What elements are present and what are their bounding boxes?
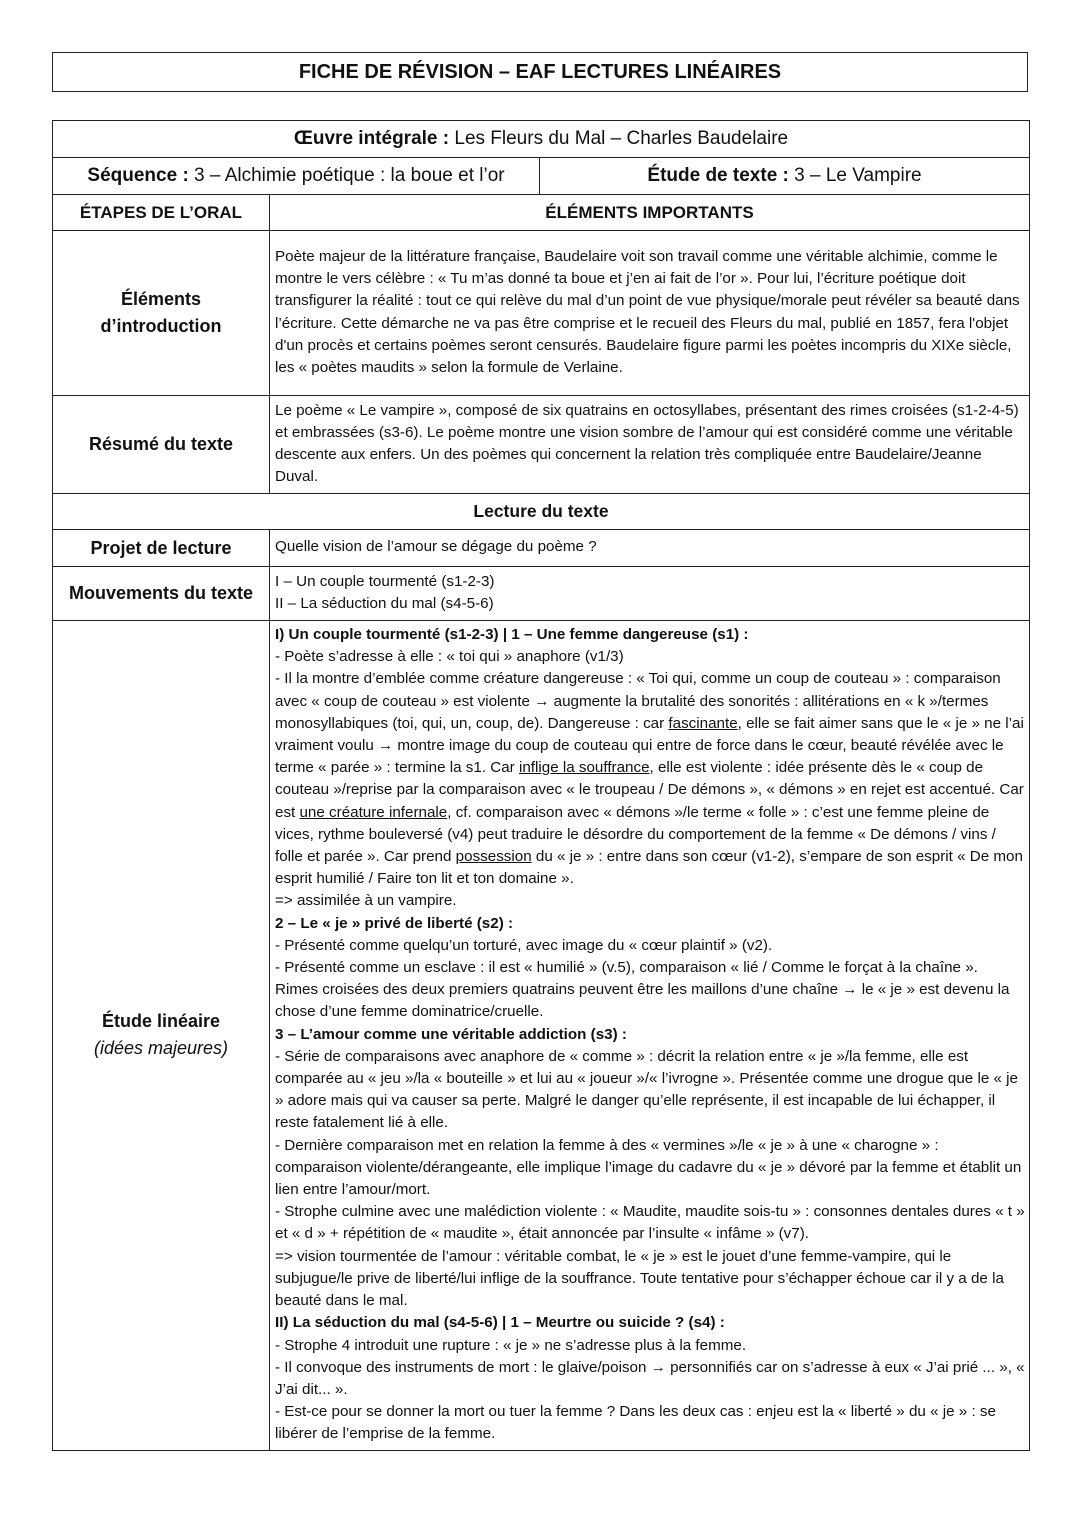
resume-label: Résumé du texte bbox=[53, 396, 270, 494]
etude-p2-part-b: , elle se fait aimer sans que le « je » ne l’ai vraiment voulu → montre image du coup de couteau qui entre de force dans le cœur, beauté révélée avec le terme « parée » : termine la s1. Car bbox=[275, 714, 1024, 777]
etude-paragraph-5: - Présenté comme un esclave : il est « humilié » (v.5), comparaison « lié / Comme le forçat à la chaîne ». Rimes croisées des deux premiers quatrains peuvent être les maillons d’une chaîne → le « je » est devenu la chose d’une femme dominatrice/cruelle. bbox=[275, 959, 1010, 1021]
lecture-heading: Lecture du texte bbox=[53, 494, 1030, 530]
etude-texte-label: Étude de texte : bbox=[647, 165, 789, 186]
etude-paragraph-3: => assimilée à un vampire. bbox=[275, 892, 457, 910]
introduction-label-line1: Éléments bbox=[120, 289, 202, 309]
etude-label-line2 bbox=[53, 1035, 269, 1062]
sequence-label: Séquence : bbox=[87, 165, 189, 186]
etude-heading-4 bbox=[275, 1312, 1025, 1334]
etude-heading-2 bbox=[275, 913, 1025, 935]
etude-p2-part-e: du « je » : entre dans son cœur (v1-2), s’empare de son esprit « De mon esprit humilié / Faire ton lit et ton domaine ». bbox=[275, 848, 1023, 888]
projet-text: Quelle vision de l’amour se dégage du poème ? bbox=[270, 530, 1030, 567]
etude-paragraph-12: - Est-ce pour se donner la mort ou tuer la femme ? Dans les deux cas : enjeu est la « liberté » du « je » : se libérer de l’emprise de la femme. bbox=[275, 1403, 996, 1443]
etude-heading-1 bbox=[275, 624, 1025, 646]
etude-p2-underline-4: possession bbox=[455, 848, 532, 866]
resume-text: Le poème « Le vampire », composé de six quatrains en octosyllabes, présentant des rimes croisées (s1-2-4-5) et embrassées (s3-6). Le poème montre une vision sombre de l’amour qui est considéré comme une véritable descente aux enfers. Un des poèmes qui concernent la relation très compliquée entre Baudelaire/Jeanne Duval. bbox=[270, 396, 1030, 494]
etude-heading-1-text: I) Un couple tourmenté (s1-2-3) | 1 – Une femme dangereuse (s1) : bbox=[275, 626, 749, 643]
revision-sheet-table bbox=[52, 120, 1030, 1451]
sequence-value: 3 – Alchimie poétique : la boue et l’or bbox=[188, 165, 505, 186]
projet-label: Projet de lecture bbox=[53, 530, 270, 567]
etude-paragraph-6: - Série de comparaisons avec anaphore de « comme » : décrit la relation entre « je »/la femme, elle est comparée au « jeu »/la « bouteille » et lui au « joueur »/« l’ivrogne ». Présentée comme une drogue que le « je » adore mais qui va causer sa perte. Malgré le danger qu’elle représente, il est incapable de lui échapper, il reste fatalement lié à elle. bbox=[275, 1047, 1018, 1132]
etude-paragraph-1: - Poète s’adresse à elle : « toi qui » anaphore (v1/3) bbox=[275, 648, 624, 666]
etude-label-italic: (idées majeures) bbox=[93, 1038, 229, 1059]
oeuvre-cell bbox=[53, 121, 1030, 158]
column-header-row bbox=[53, 195, 1030, 231]
column-header-elements: ÉLÉMENTS IMPORTANTS bbox=[270, 195, 1030, 231]
introduction-row bbox=[53, 231, 1030, 396]
resume-row bbox=[53, 396, 1030, 494]
oeuvre-row bbox=[53, 121, 1030, 158]
oeuvre-value: Les Fleurs du Mal – Charles Baudelaire bbox=[449, 128, 789, 149]
mouvements-row bbox=[53, 567, 1030, 621]
etude-texte-value: 3 – Le Vampire bbox=[788, 165, 922, 186]
etude-paragraph-11: - Il convoque des instruments de mort : le glaive/poison → personnifiés car on s’adresse à eux « J’ai prié ... », « J’ai dit... ». bbox=[275, 1358, 1025, 1398]
etude-paragraph-8: - Strophe culmine avec une malédiction violente : « Maudite, maudite sois-tu » : consonnes dentales dures « t » et « d » + répétition de « maudite », était annoncée par l’insulte « infâme » (v7). bbox=[275, 1203, 1025, 1243]
etude-label bbox=[53, 621, 270, 1451]
etude-text bbox=[270, 621, 1030, 1451]
etude-heading-3-text: 3 – L’amour comme une véritable addiction (s3) : bbox=[275, 1025, 627, 1043]
introduction-text: Poète majeur de la littérature française, Baudelaire voit son travail comme une véritable alchimie, comme le montre le vers célèbre : « Tu m’as donné ta boue et j’en ai fait de l’or ». Pour lui, l’écriture poétique doit transfigurer la réalité : tout ce qui relève du mal d’un point de vue physique/morale peut révéler sa beauté dans l’écriture. Cette démarche ne va pas être comprise et le recueil des Fleurs du mal, publié en 1857, fera l'objet d'un procès et certains poèmes seront censurés. Baudelaire figure parmi les poètes incompris du XIXe siècle, les « poètes maudits » selon la formule de Verlaine. bbox=[270, 231, 1030, 396]
introduction-label-line2: d’introduction bbox=[100, 316, 222, 336]
sequence-row bbox=[53, 158, 1030, 195]
etude-p2-underline-2: inflige la souffrance bbox=[518, 759, 650, 777]
etude-heading-4-text: II) La séduction du mal (s4-5-6) | 1 – Meurtre ou suicide ? (s4) : bbox=[275, 1314, 725, 1332]
mouvement-1: I – Un couple tourmenté (s1-2-3) bbox=[275, 572, 495, 590]
sequence-cell bbox=[53, 158, 540, 195]
etude-p2-part-d: , cf. comparaison avec « démons »/le terme « folle » : c’est une femme pleine de vices, rythme bouleversé (v4) peut traduire le désordre du comportement de la femme « De démons / vins / folle et parée ». Car prend bbox=[275, 803, 996, 866]
etude-heading-2-text: 2 – Le « je » privé de liberté (s2) : bbox=[275, 914, 514, 932]
etude-paragraph-10: - Strophe 4 introduit une rupture : « je » ne s’adresse plus à la femme. bbox=[275, 1336, 747, 1354]
etude-row bbox=[53, 621, 1030, 1451]
introduction-label bbox=[53, 231, 270, 396]
column-header-etapes: ÉTAPES DE L’ORAL bbox=[53, 195, 270, 231]
etude-p2-part-a: - Il la montre d’emblée comme créature dangereuse : « Toi qui, comme un coup de couteau » : comparaison avec « coup de couteau » est violente → augmente la brutalité des sonorités : allitérations en « k »/termes monosyllabiques (toi, qui, un, coup, de). Dangereuse : car bbox=[275, 670, 1001, 732]
etude-paragraph-9: => vision tourmentée de l’amour : véritable combat, le « je » est le jouet d’une femme-vampire, qui le subjugue/le prive de liberté/lui inflige de la souffrance. Toute tentative pour s’échapper échoue car il y a de la beauté dans le mal. bbox=[275, 1247, 1004, 1310]
etude-texte-cell bbox=[540, 158, 1030, 195]
etude-p2-underline-3: une créature infernale bbox=[299, 803, 448, 821]
projet-row bbox=[53, 530, 1030, 567]
etude-paragraph-7: - Dernière comparaison met en relation la femme à des « vermines »/le « je » à une « charogne » : comparaison violente/dérangeante, elle implique l’image du cadavre du « je » dévoré par la femme et établit un lien entre l’amour/mort. bbox=[275, 1136, 1022, 1199]
lecture-heading-row bbox=[53, 494, 1030, 530]
etude-paragraph-2 bbox=[275, 668, 1025, 890]
mouvements-label: Mouvements du texte bbox=[53, 567, 270, 621]
page-title: FICHE DE RÉVISION – EAF LECTURES LINÉAIRES bbox=[52, 52, 1028, 92]
etude-label-line1: Étude linéaire bbox=[101, 1011, 221, 1032]
mouvement-2: II – La séduction du mal (s4-5-6) bbox=[275, 595, 494, 612]
mouvements-text bbox=[270, 567, 1030, 621]
oeuvre-label: Œuvre intégrale : bbox=[293, 128, 450, 149]
etude-p2-part-c: , elle est violente : idée présente dès le « coup de couteau »/reprise par la comparaison avec « le troupeau / De démons », « démons » en rejet est accentué. Car est bbox=[275, 759, 1024, 821]
etude-heading-3 bbox=[275, 1024, 1025, 1046]
etude-p2-underline-1: fascinante bbox=[668, 714, 738, 732]
etude-paragraph-4: - Présenté comme quelqu’un torturé, avec image du « cœur plaintif » (v2). bbox=[275, 936, 773, 954]
